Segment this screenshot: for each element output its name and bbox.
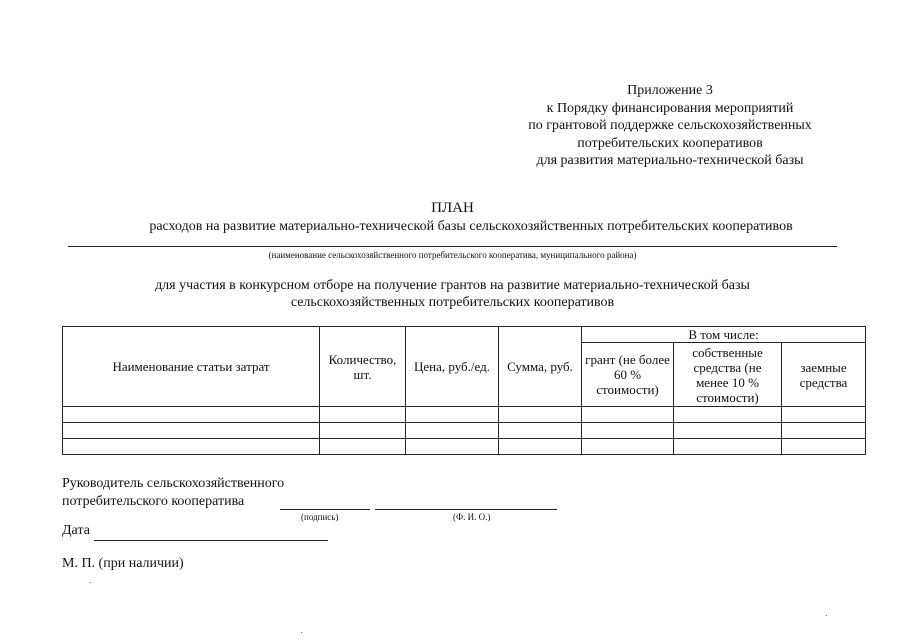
scan-speck <box>301 632 302 633</box>
plan-purpose <box>0 277 905 311</box>
table-cell[interactable] <box>320 423 406 439</box>
appendix-line: к Порядку финансирования мероприятий <box>546 100 794 116</box>
table-cell[interactable] <box>582 407 674 423</box>
table-cell[interactable] <box>782 439 866 455</box>
appendix-line: для развития материально-технической базы <box>536 153 804 168</box>
fio-line[interactable] <box>375 509 557 510</box>
stamp-label: М. П. (при наличии) <box>62 556 184 571</box>
table-cell[interactable] <box>582 423 674 439</box>
header-grant: грант (не более 60 % стоимости) <box>582 343 674 407</box>
signature-caption: (подпись) <box>301 512 339 522</box>
purpose-line: для участия в конкурсном отборе на получение грантов на развитие материально-технической базы <box>155 278 750 293</box>
header-quantity: Количество, шт. <box>320 327 406 407</box>
date-line[interactable] <box>94 540 328 541</box>
table-cell[interactable] <box>782 407 866 423</box>
scan-speck <box>826 615 827 616</box>
cost-table <box>62 326 866 455</box>
table-row <box>63 407 866 423</box>
appendix-line: Приложение 3 <box>627 83 713 98</box>
signature-line[interactable] <box>280 509 370 510</box>
table-cell[interactable] <box>674 407 782 423</box>
scan-speck <box>90 582 91 583</box>
table-cell[interactable] <box>406 423 499 439</box>
table-row <box>63 439 866 455</box>
table-row <box>63 423 866 439</box>
header-item: Наименование статьи затрат <box>63 327 320 407</box>
plan-subtitle: расходов на развитие материально-технической базы сельскохозяйственных потребительских кооперативов <box>149 219 793 234</box>
table-cell[interactable] <box>320 407 406 423</box>
header-sum: Сумма, руб. <box>499 327 582 407</box>
appendix-line: по грантовой поддержке сельскохозяйственных <box>528 118 812 133</box>
head-label-line2: потребительского кооператива <box>62 494 245 509</box>
header-own-funds: собственные средства (не менее 10 % стоимости) <box>674 343 782 407</box>
table-cell[interactable] <box>674 439 782 455</box>
fio-caption: (Ф. И. О.) <box>453 512 491 522</box>
header-including: В том числе: <box>582 327 866 343</box>
purpose-line: сельскохозяйственных потребительских кооперативов <box>290 295 615 310</box>
table-cell[interactable] <box>406 439 499 455</box>
table-cell[interactable] <box>499 407 582 423</box>
table-cell[interactable] <box>582 439 674 455</box>
table-cell[interactable] <box>63 407 320 423</box>
table-cell[interactable] <box>63 439 320 455</box>
header-borrowed-funds: заемные средства <box>782 343 866 407</box>
table-cell[interactable] <box>674 423 782 439</box>
table-cell[interactable] <box>63 423 320 439</box>
plan-title: ПЛАН <box>431 200 474 216</box>
appendix-header <box>470 82 870 170</box>
cooperative-name-line[interactable] <box>68 246 837 247</box>
table-cell[interactable] <box>499 423 582 439</box>
table-cell[interactable] <box>499 439 582 455</box>
table-cell[interactable] <box>320 439 406 455</box>
header-price: Цена, руб./ед. <box>406 327 499 407</box>
table-cell[interactable] <box>782 423 866 439</box>
cooperative-name-caption: (наименование сельскохозяйственного потребительского кооператива, муниципального района) <box>268 250 637 260</box>
table-cell[interactable] <box>406 407 499 423</box>
head-label-line1: Руководитель сельскохозяйственного <box>62 476 285 491</box>
date-label: Дата <box>62 523 90 538</box>
appendix-line: потребительских кооперативов <box>577 135 763 151</box>
